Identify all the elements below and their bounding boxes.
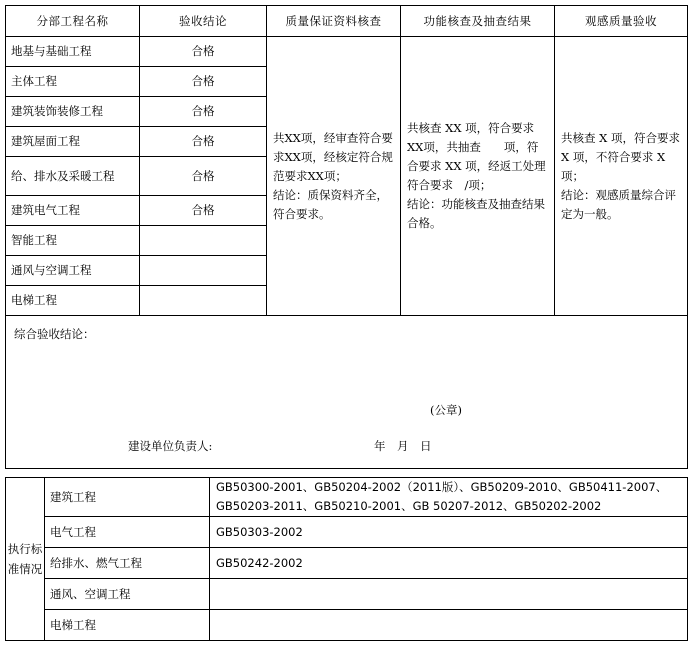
header-quality-docs: 质量保证资料核查 <box>267 6 401 37</box>
section-name: 建筑电气工程 <box>6 196 140 226</box>
standard-name: 给排水、燃气工程 <box>45 548 210 579</box>
section-name: 建筑装饰装修工程 <box>6 97 140 127</box>
standards-row <box>6 579 688 610</box>
section-name: 建筑屋面工程 <box>6 127 140 157</box>
standard-value: GB50303-2002 <box>210 517 688 548</box>
standard-value <box>210 579 688 610</box>
section-result: 合格 <box>140 97 267 127</box>
standards-row <box>6 478 688 517</box>
section-name: 智能工程 <box>6 226 140 256</box>
function-check-text: 共核查 XX 项，符合要求XX项，共抽查 项，符合要求 XX 项，经返工处理符合要求 /项； 结论：功能核查及抽查结果合格。 <box>401 37 555 316</box>
appearance-text: 共核查 X 项，符合要求 X 项，不符合要求 X项； 结论：观感质量综合评定为一般。 <box>555 37 688 316</box>
overall-conclusion-row <box>6 316 688 469</box>
quality-docs-text: 共XX项，经审查符合要求XX项，经核定符合规范要求XX项； 结论：质保资料齐全，符合要求。 <box>267 37 401 316</box>
section-name: 给、排水及采暖工程 <box>6 157 140 196</box>
standard-name: 通风、空调工程 <box>45 579 210 610</box>
standard-name: 建筑工程 <box>45 478 210 517</box>
section-result <box>140 226 267 256</box>
section-name: 通风与空调工程 <box>6 256 140 286</box>
standards-row <box>6 517 688 548</box>
header-function-check: 功能核查及抽查结果 <box>401 6 555 37</box>
standard-value: GB50300-2001、GB50204-2002（2011版）、GB50209-2010、GB50411-2007、GB50203-2011、GB50210-2001、GB 50207-2012、GB50202-2002 <box>210 478 688 517</box>
standards-row <box>6 548 688 579</box>
standard-value: GB50242-2002 <box>210 548 688 579</box>
standard-name: 电梯工程 <box>45 610 210 641</box>
section-result <box>140 286 267 316</box>
seal-placeholder: (公章) <box>430 403 462 417</box>
section-name: 主体工程 <box>6 67 140 97</box>
section-name: 电梯工程 <box>6 286 140 316</box>
standards-side-label: 执行标准情况 <box>6 478 45 641</box>
header-appearance: 观感质量验收 <box>555 6 688 37</box>
section-result: 合格 <box>140 37 267 67</box>
table-header-row <box>6 6 688 37</box>
section-result: 合格 <box>140 67 267 97</box>
standards-table <box>5 477 688 641</box>
standards-row <box>6 610 688 641</box>
section-result: 合格 <box>140 127 267 157</box>
section-result <box>140 256 267 286</box>
section-result: 合格 <box>140 157 267 196</box>
date-placeholder: 年 月 日 <box>374 439 432 453</box>
header-result: 验收结论 <box>140 6 267 37</box>
standard-value <box>210 610 688 641</box>
acceptance-table <box>5 5 688 469</box>
signer-label: 建设单位负责人: <box>128 439 213 453</box>
overall-conclusion <box>6 316 688 469</box>
standard-name: 电气工程 <box>45 517 210 548</box>
section-result: 合格 <box>140 196 267 226</box>
table-row <box>6 37 688 67</box>
section-name: 地基与基础工程 <box>6 37 140 67</box>
overall-conclusion-label: 综合验收结论： <box>14 327 95 341</box>
header-section-name: 分部工程名称 <box>6 6 140 37</box>
